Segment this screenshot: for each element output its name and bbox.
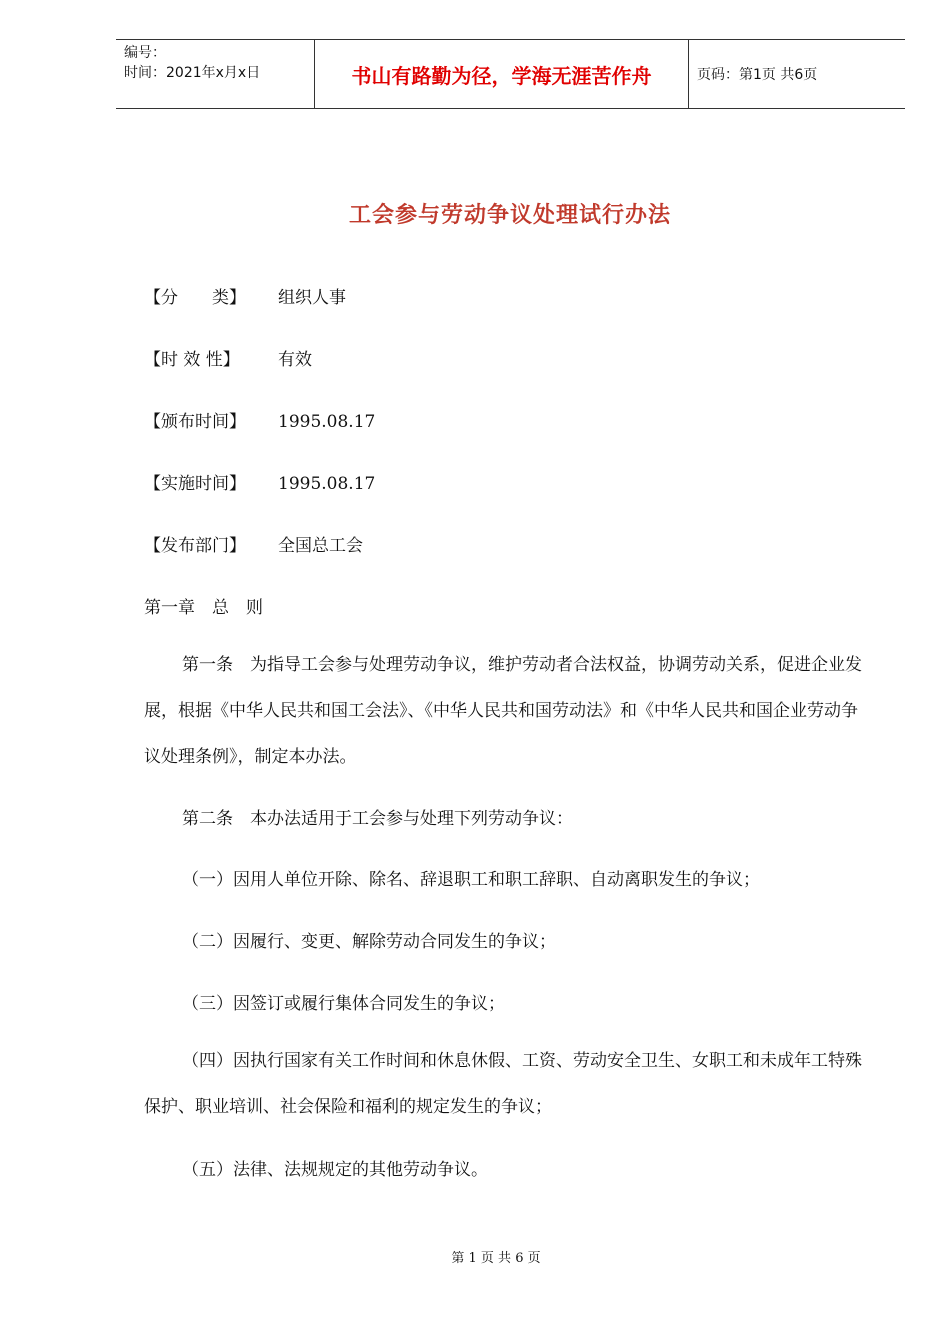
meta-row-effective-date [144, 469, 375, 494]
header-motto: 书山有路勤为径，学海无涯苦作舟 [315, 40, 689, 108]
article-2: 第二条 本办法适用于工会参与处理下列劳动争议： [182, 809, 573, 829]
meta-key: 【颁布时间】 [144, 412, 246, 432]
meta-value: 1995.08.17 [278, 474, 376, 494]
meta-row-category [144, 283, 346, 308]
meta-row-issue-date [144, 407, 375, 432]
meta-value: 有效 [278, 350, 312, 370]
list-item-1: （一）因用人单位开除、除名、辞退职工和职工辞职、自动离职发生的争议； [182, 870, 760, 890]
meta-key: 【发布部门】 [144, 536, 246, 556]
header-info [116, 40, 315, 108]
meta-row-validity [144, 345, 312, 370]
meta-value: 组织人事 [278, 288, 346, 308]
meta-key: 【时 效 性】 [144, 350, 240, 370]
meta-value: 全国总工会 [278, 536, 363, 556]
list-item-2: （二）因履行、变更、解除劳动合同发生的争议； [182, 932, 556, 952]
list-item-5: （五）法律、法规规定的其他劳动争议。 [182, 1160, 488, 1180]
page-header [116, 39, 905, 109]
chapter-heading: 第一章 总 则 [144, 598, 263, 618]
page-footer: 第 1 页 共 6 页 [451, 1251, 541, 1266]
article-1: 第一条 为指导工会参与处理劳动争议，维护劳动者合法权益，协调劳动关系，促进企业发展，根据《中华人民共和国工会法》、《中华人民共和国劳动法》和《中华人民共和国企业劳动争议处理条例》，制定本办法。 [144, 655, 862, 767]
list-item-3: （三）因签订或履行集体合同发生的争议； [182, 994, 505, 1014]
meta-row-department [144, 531, 363, 556]
document-title: 工会参与劳动争议处理试行办法 [348, 202, 671, 228]
header-page-info: 页码：第1页 共6页 [697, 67, 818, 83]
meta-key: 【分 类】 [144, 288, 246, 308]
meta-value: 1995.08.17 [278, 412, 376, 432]
list-item-4: （四）因执行国家有关工作时间和休息休假、工资、劳动安全卫生、女职工和未成年工特殊保护、职业培训、社会保险和福利的规定发生的争议； [144, 1051, 862, 1117]
meta-key: 【实施时间】 [144, 474, 246, 494]
time-label: 时间：2021年x月x日 [124, 65, 261, 81]
number-label: 编号： [124, 45, 166, 61]
